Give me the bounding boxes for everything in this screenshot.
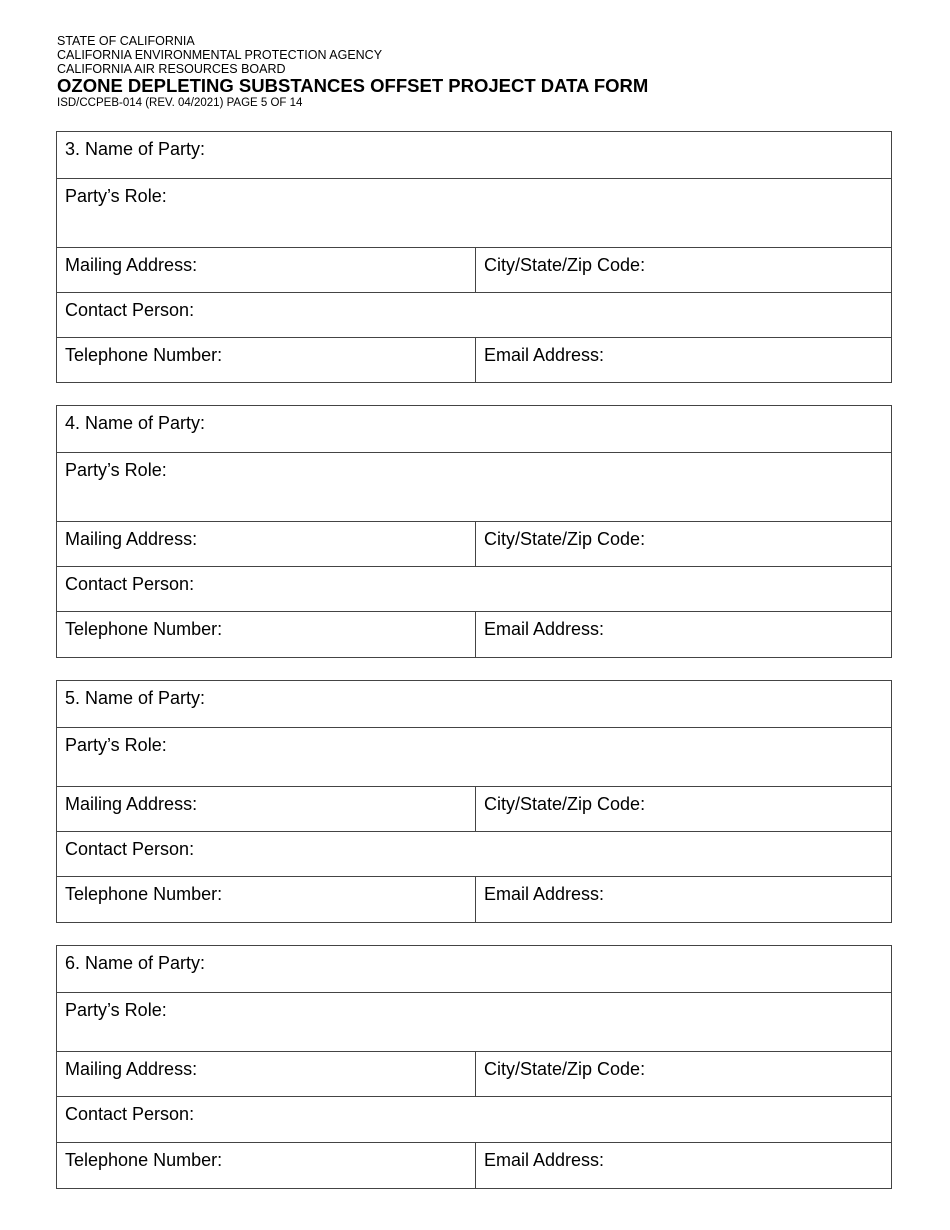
form-id: ISD/CCPEB-014 (REV. 04/2021) PAGE 5 OF 14 [57, 97, 303, 109]
agency-carb: CALIFORNIA AIR RESOURCES BOARD [57, 62, 286, 76]
field-label: City/State/Zip Code: [484, 255, 646, 275]
form-row [57, 521, 891, 566]
field-label: Party’s Role: [65, 735, 167, 755]
form-row [57, 452, 891, 521]
form-row [57, 831, 891, 876]
email-address-field[interactable] [476, 338, 891, 382]
field-label: Mailing Address: [65, 255, 198, 275]
party-block [56, 405, 892, 658]
form-row [57, 178, 891, 247]
name-of-party-field[interactable] [57, 946, 891, 992]
field-label: Email Address: [484, 884, 605, 904]
form-row [57, 132, 891, 178]
field-label: City/State/Zip Code: [484, 529, 646, 549]
email-address-field[interactable] [476, 1143, 891, 1188]
party-role-field[interactable] [57, 179, 891, 247]
contact-person-field[interactable] [57, 567, 891, 611]
party-block [56, 131, 892, 383]
form-row [57, 566, 891, 611]
contact-person-field[interactable] [57, 832, 891, 876]
party-role-field[interactable] [57, 993, 891, 1051]
field-label: Telephone Number: [65, 619, 223, 639]
contact-person-field[interactable] [57, 293, 891, 337]
form-row [57, 337, 891, 382]
field-label: Mailing Address: [65, 529, 198, 549]
field-label: Telephone Number: [65, 884, 223, 904]
field-label: 4. Name of Party: [65, 413, 206, 433]
form-row [57, 1096, 891, 1142]
form-row [57, 681, 891, 727]
party-block [56, 680, 892, 923]
field-label: Contact Person: [65, 300, 195, 320]
party-role-field[interactable] [57, 453, 891, 521]
mailing-address-field[interactable] [57, 1052, 476, 1096]
city-state-zip-field[interactable] [476, 787, 891, 831]
name-of-party-field[interactable] [57, 132, 891, 178]
form-row [57, 1051, 891, 1096]
field-label: Email Address: [484, 619, 605, 639]
field-label: Contact Person: [65, 839, 195, 859]
field-label: Party’s Role: [65, 1000, 167, 1020]
field-label: Email Address: [484, 345, 605, 365]
city-state-zip-field[interactable] [476, 1052, 891, 1096]
party-block [56, 945, 892, 1189]
field-label: 3. Name of Party: [65, 139, 206, 159]
field-label: Contact Person: [65, 1104, 195, 1124]
email-address-field[interactable] [476, 877, 891, 922]
form-row [57, 992, 891, 1051]
name-of-party-field[interactable] [57, 406, 891, 452]
field-label: Party’s Role: [65, 460, 167, 480]
email-address-field[interactable] [476, 612, 891, 657]
contact-person-field[interactable] [57, 1097, 891, 1142]
agency-calepa: CALIFORNIA ENVIRONMENTAL PROTECTION AGENCY [57, 48, 383, 62]
form-row [57, 786, 891, 831]
telephone-number-field[interactable] [57, 1143, 476, 1188]
field-label: 6. Name of Party: [65, 953, 206, 973]
city-state-zip-field[interactable] [476, 522, 891, 566]
field-label: Email Address: [484, 1150, 605, 1170]
telephone-number-field[interactable] [57, 877, 476, 922]
form-title: OZONE DEPLETING SUBSTANCES OFFSET PROJECT DATA FORM [57, 75, 649, 96]
name-of-party-field[interactable] [57, 681, 891, 727]
city-state-zip-field[interactable] [476, 248, 891, 292]
field-label: City/State/Zip Code: [484, 794, 646, 814]
field-label: Mailing Address: [65, 794, 198, 814]
mailing-address-field[interactable] [57, 522, 476, 566]
field-label: Contact Person: [65, 574, 195, 594]
form-row [57, 946, 891, 992]
field-label: Mailing Address: [65, 1059, 198, 1079]
telephone-number-field[interactable] [57, 338, 476, 382]
field-label: Party’s Role: [65, 186, 167, 206]
field-label: Telephone Number: [65, 345, 223, 365]
form-row [57, 406, 891, 452]
form-row [57, 1142, 891, 1188]
form-row [57, 611, 891, 657]
form-row [57, 876, 891, 922]
form-row [57, 727, 891, 786]
form-row [57, 292, 891, 337]
field-label: 5. Name of Party: [65, 688, 206, 708]
telephone-number-field[interactable] [57, 612, 476, 657]
agency-state: STATE OF CALIFORNIA [57, 34, 195, 48]
party-role-field[interactable] [57, 728, 891, 786]
field-label: City/State/Zip Code: [484, 1059, 646, 1079]
form-row [57, 247, 891, 292]
mailing-address-field[interactable] [57, 248, 476, 292]
mailing-address-field[interactable] [57, 787, 476, 831]
field-label: Telephone Number: [65, 1150, 223, 1170]
